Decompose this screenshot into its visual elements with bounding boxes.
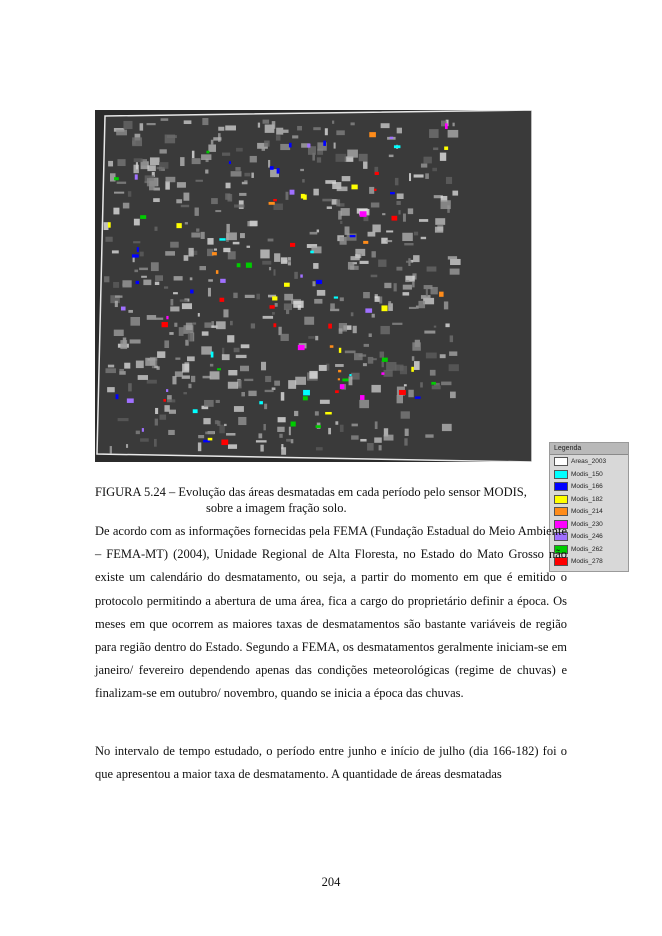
paragraph-2: No intervalo de tempo estudado, o período entre junho e início de julho (dia 166-182) foi o que apresentou a maior taxa de desmatamento. A quantidade de áreas desmatadas <box>95 744 567 782</box>
legend-item <box>554 469 603 480</box>
legend-label: Modis_150 <box>571 470 603 478</box>
legend-label: Modis_278 <box>571 558 603 565</box>
legend-label: Modis_262 <box>571 545 603 553</box>
legend-label: Modis_182 <box>571 495 603 503</box>
caption-line-1: FIGURA 5.24 – Evolução das áreas desmatadas em cada período pelo sensor MODIS, <box>95 485 527 499</box>
legend-title: Legenda <box>550 443 628 455</box>
paragraph-1: De acordo com as informações fornecidas pela FEMA (Fundação Estadual do Meio Ambiente – FEMA-MT) (2004), Unidade Regional de Alta Floresta, no Estado do Mato Grosso não existe um calendário do desmatamento, ou seja, a partir do momento em que é emitido o protocolo permitindo a abertura de uma área, fica a cargo do proprietário definir a época. Os meses em que ocorrem as maiores taxas de desmatamentos são bastante variáveis de região para região dentro do Estado. Segundo a FEMA, os desmatamentos geralmente iniciam-se em janeiro/ fevereiro dependendo apenas das condições meteorológicas (regime de chuvas) e finalizam-se em outubro/ novembro, quando se inicia a época das chuvas. <box>95 524 567 701</box>
legend-item <box>554 456 606 467</box>
page-number: 204 <box>321 875 341 889</box>
figure-caption <box>95 484 575 516</box>
legend-label: Areas_2003 <box>571 458 607 465</box>
legend-label: Modis_214 <box>571 508 603 515</box>
caption-line-2: sobre a imagem fração solo. <box>206 501 347 515</box>
legend-swatch <box>554 470 568 479</box>
soil-fraction-map <box>95 110 532 462</box>
legend-label: Modis_166 <box>571 483 603 490</box>
legend-label: Modis_230 <box>571 520 603 528</box>
legend-swatch <box>554 457 568 466</box>
legend-label: Modis_246 <box>571 533 603 540</box>
